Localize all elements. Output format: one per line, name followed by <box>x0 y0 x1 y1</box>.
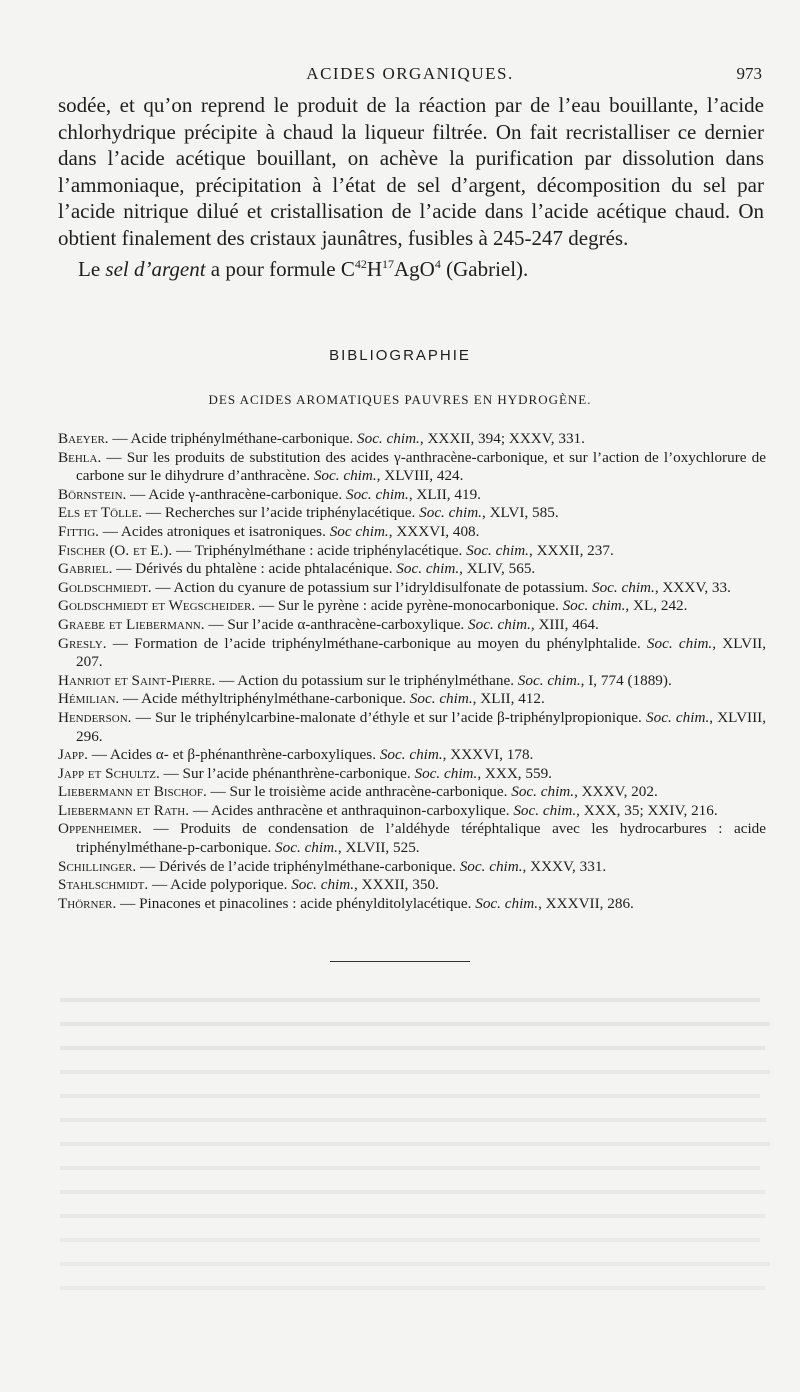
reference-citation: , XIII, 464. <box>530 615 599 633</box>
bibliography-title: BIBLIOGRAPHIE <box>329 347 471 364</box>
reference-journal: Soc. chim. <box>419 504 482 522</box>
reference-author: Graebe et Liebermann. <box>58 615 205 633</box>
reference-title: — Sur le pyrène : acide pyrène-monocarbonique. <box>255 597 563 615</box>
reference-entry <box>58 486 766 505</box>
formula-h: H <box>366 257 382 281</box>
reference-journal: Soc. chim. <box>562 597 626 615</box>
formula-text: a pour formule C <box>205 257 355 281</box>
reference-entry <box>58 709 766 746</box>
reference-author: Gabriel. <box>58 560 113 578</box>
reference-journal: Soc. chim. <box>414 764 478 782</box>
reference-entry <box>58 635 766 672</box>
reference-journal: Soc. chim. <box>468 615 531 633</box>
reference-title: — Formation de l’acide triphénylméthane-carbonique au moyen du phénylphtalide. <box>106 634 647 652</box>
reference-citation: , XXX, 35; XXIV, 216. <box>576 801 718 819</box>
running-header <box>58 64 762 90</box>
reference-author: Thörner. <box>58 894 117 912</box>
reference-citation: , XXXVI, 408. <box>388 522 480 540</box>
reference-citation: , XL, 242. <box>625 597 688 615</box>
reference-list <box>58 430 766 913</box>
reference-title: — Sur les produits de substitution des acides γ-anthracène-carbonique, et sur l’action de l’oxychlorure de carbone sur le dihydrure d’anthracène. <box>76 448 766 485</box>
reference-author: Behla. <box>58 448 102 466</box>
reference-author: Gresly. <box>58 634 107 652</box>
reference-title: — Dérivés de l’acide triphénylméthane-carbonique. <box>136 857 460 875</box>
formula-o-index: 4 <box>434 257 441 271</box>
reference-title: — Recherches sur l’acide triphénylacétique. <box>142 504 420 522</box>
formula-lead: Le <box>78 257 106 281</box>
reference-journal: Soc. chim. <box>513 801 577 819</box>
section-divider <box>330 961 470 962</box>
reference-author: Henderson. <box>58 708 132 726</box>
reference-citation: , XXXII, 394; XXXV, 331. <box>419 430 585 447</box>
reference-citation: , XLII, 419. <box>408 485 481 503</box>
reference-author: Fittig. <box>58 522 99 540</box>
formula-ag: AgO <box>394 257 435 281</box>
reference-entry <box>58 597 766 616</box>
reference-author: Els et Tölle. <box>58 504 143 522</box>
reference-title: — Sur le triphénylcarbine-malonate d’éthyle et sur l’acide β-triphénylpropionique. <box>131 708 647 726</box>
reference-journal: Soc. chim. <box>345 485 409 503</box>
page-number: 973 <box>736 64 762 83</box>
reference-author: Schillinger. <box>58 857 137 875</box>
reference-entry <box>58 765 766 784</box>
formula-attribution: (Gabriel). <box>440 257 529 281</box>
reference-citation: , XLVI, 585. <box>481 504 559 522</box>
reference-title: — Acides atroniques et isatroniques. <box>98 522 330 540</box>
salt-name: sel d’argent <box>105 257 206 281</box>
reference-entry <box>58 579 766 598</box>
reference-citation: , XLIV, 565. <box>459 560 536 578</box>
bibliography-subtitle: DES ACIDES AROMATIQUES PAUVRES EN HYDROGÈNE. <box>208 392 592 407</box>
reference-author: Liebermann et Rath. <box>58 801 190 819</box>
reference-author: Japp et Schultz. <box>58 764 160 782</box>
reference-entry <box>58 820 766 857</box>
reference-author: Goldschmiedt et Wegscheider. <box>58 597 256 615</box>
reference-entry <box>58 672 766 691</box>
running-title: ACIDES ORGANIQUES. <box>306 64 514 83</box>
reference-journal: Soc. chim. <box>396 560 460 578</box>
reference-author: Fischer (O. et E.). <box>58 541 173 559</box>
reference-journal: Soc. chim. <box>646 634 713 652</box>
reference-citation: , XLII, 412. <box>472 690 545 708</box>
reference-title: — Sur l’acide α-anthracène-carboxylique. <box>204 615 469 633</box>
reference-journal: Soc. chim. <box>313 467 377 485</box>
reference-citation: , XLVIII, 424. <box>376 467 464 485</box>
formula-h-index: 17 <box>382 257 394 271</box>
reference-journal: Soc. chim. <box>459 857 523 875</box>
reference-title: — Acides anthracène et anthraquinon-carboxylique. <box>189 801 514 819</box>
reference-entry <box>58 542 766 561</box>
formula-paragraph <box>58 251 764 283</box>
reference-author: Hanriot et Saint-Pierre. <box>58 671 216 689</box>
intro-text <box>58 92 764 283</box>
reference-title: — Action du cyanure de potassium sur l’idryldisulfonate de potassium. <box>151 578 592 596</box>
reference-author: Börnstein. <box>58 485 127 503</box>
reference-journal: Soc. chim. <box>517 671 581 689</box>
reference-citation: , XLVII, 207. <box>76 634 767 671</box>
reference-title: — Acide triphénylméthane-carbonique. <box>108 430 357 447</box>
reference-citation: , XLVII, 525. <box>337 839 420 857</box>
reference-entry <box>58 560 766 579</box>
reference-journal: Soc. chim. <box>475 894 539 912</box>
reference-author: Baeyer. <box>58 430 109 447</box>
reference-journal: Soc. chim. <box>409 690 473 708</box>
reference-citation: , XXXVII, 286. <box>538 894 634 912</box>
reference-entry <box>58 430 766 449</box>
reference-author: Hémilian. <box>58 690 120 708</box>
reference-citation: , XXXII, 237. <box>528 541 614 559</box>
reference-entry <box>58 690 766 709</box>
reference-author: Japp. <box>58 746 88 764</box>
reference-journal: Soc. chim. <box>646 708 710 726</box>
intro-paragraph: sodée, et qu’on reprend le produit de la réaction par de l’eau bouillante, l’acide chlorhydrique précipite à chaud la liqueur filtrée. On fait recristalliser ce dernier dans l’acide acétique bouillant, on achève la purification par dissolution dans l’ammoniaque, précipitation à l’état de sel d’argent, décomposition du sel par l’acide nitrique dilué et cristallisation de l’acide dans l’acide acétique chaud. On obtient finalement des cristaux jaunâtres, fusibles à 245-247 degrés. <box>58 93 764 250</box>
reference-title: — Acides α- et β-phénanthrène-carboxyliques. <box>87 746 380 764</box>
reference-title: — Dérivés du phtalène : acide phtalacénique. <box>112 560 397 578</box>
reference-entry <box>58 504 766 523</box>
reference-citation: , XXXV, 33. <box>654 578 731 596</box>
reference-entry <box>58 783 766 802</box>
reference-citation: , XXXVI, 178. <box>442 746 534 764</box>
reference-entry <box>58 746 766 765</box>
reference-entry <box>58 449 766 486</box>
reference-citation: , XXXII, 350. <box>354 876 439 894</box>
reference-journal: Soc. chim. <box>379 746 443 764</box>
reference-title: — Sur le troisième acide anthracène-carbonique. <box>206 783 512 801</box>
reference-journal: Soc. chim. <box>466 541 529 559</box>
reference-entry <box>58 858 766 877</box>
reference-title: — Action du potassium sur le triphénylméthane. <box>215 671 518 689</box>
reference-citation: , XXX, 559. <box>477 764 552 782</box>
reference-title: — Acide méthyltriphénylméthane-carbonique. <box>119 690 410 708</box>
reference-entry <box>58 876 766 895</box>
reference-journal: Soc chim. <box>329 522 389 540</box>
reference-title: — Pinacones et pinacolines : acide phénylditolylacétique. <box>116 894 476 912</box>
reference-entry <box>58 895 766 914</box>
reference-title: — Produits de condensation de l’aldéhyde téréphtalique avec les hydrocarbures : acide triphénylméthane-p-carbonique. <box>76 820 766 857</box>
reference-entry <box>58 523 766 542</box>
reference-citation: , XXXV, 331. <box>522 857 607 875</box>
reference-journal: Soc. chim. <box>511 783 575 801</box>
reference-title: — Triphénylméthane : acide triphénylacétique. <box>172 541 467 559</box>
reference-citation: , XLVIII, 296. <box>76 708 767 745</box>
reference-entry <box>58 802 766 821</box>
reference-title: — Acide polyporique. <box>148 876 292 894</box>
reference-journal: Soc. chim. <box>357 430 420 447</box>
reference-title: — Sur l’acide phénanthrène-carbonique. <box>159 764 415 782</box>
reference-journal: Soc. chim. <box>275 839 338 857</box>
reference-citation: , XXXV, 202. <box>574 783 658 801</box>
reference-journal: Soc. chim. <box>291 876 355 894</box>
reference-author: Stahlschmidt. <box>58 876 149 894</box>
reference-author: Oppenheimer. <box>58 820 142 838</box>
reference-author: Goldschmiedt. <box>58 578 152 596</box>
reference-citation: , I, 774 (1889). <box>580 671 672 689</box>
reference-entry <box>58 616 766 635</box>
reference-journal: Soc. chim. <box>591 578 655 596</box>
reference-title: — Acide γ-anthracène-carbonique. <box>126 485 346 503</box>
formula-c-index: 42 <box>354 257 367 271</box>
reference-author: Liebermann et Bischof. <box>58 783 207 801</box>
